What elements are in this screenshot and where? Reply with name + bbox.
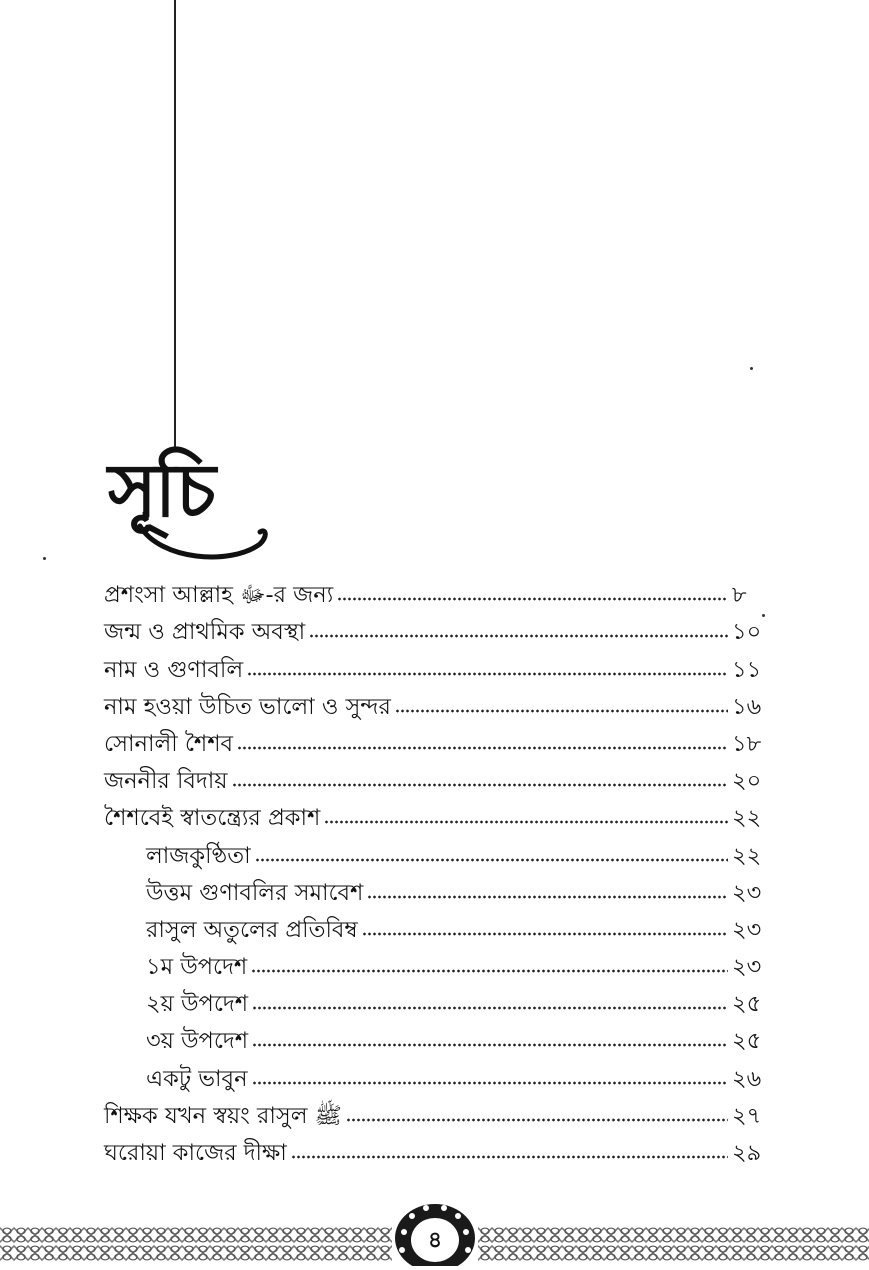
toc-entry-title: প্রশংসা আল্লাহ ﷻ-র জন্য <box>104 582 334 609</box>
toc-entry[interactable] <box>104 758 768 795</box>
toc-entry[interactable] <box>104 1093 768 1130</box>
toc-entry-page: ২৯ <box>732 1140 762 1166</box>
toc-entry-title: ২য় উপদেশ <box>146 991 249 1018</box>
toc-entry-title: জন্ম ও প্রাথমিক অবস্থা <box>104 619 306 646</box>
dot-leader <box>291 1154 728 1160</box>
toc-entry-page: ২০ <box>732 768 762 795</box>
table-of-contents <box>104 572 768 1167</box>
toc-entry[interactable] <box>104 1130 768 1167</box>
dot-leader <box>251 968 728 974</box>
page-number-medallion <box>392 1202 478 1266</box>
toc-entry-title: নাম ও গুণাবলি <box>104 656 244 683</box>
vertical-rule <box>174 0 176 452</box>
toc-entry[interactable] <box>104 572 768 609</box>
toc-entry-page: ৮ <box>732 582 747 609</box>
toc-entry-page: ২২ <box>732 842 762 869</box>
dot-leader <box>324 819 728 825</box>
page-footer <box>0 1198 869 1266</box>
toc-entry[interactable] <box>104 832 768 869</box>
toc-entry-page: ১৬ <box>732 693 762 720</box>
dot-leader <box>309 633 728 639</box>
ink-speck <box>750 367 753 370</box>
toc-entry[interactable] <box>104 1018 768 1055</box>
dot-leader <box>362 931 728 937</box>
toc-entry-title: নাম হওয়া উচিত ভালো ও সুন্দর <box>104 693 391 720</box>
toc-entry-page: ২২ <box>732 805 762 832</box>
dot-leader <box>247 671 728 677</box>
dot-leader <box>255 857 728 863</box>
page-number: ৪ <box>427 1227 443 1253</box>
dot-leader <box>237 745 728 751</box>
dot-leader <box>252 1080 728 1086</box>
dot-leader <box>232 782 728 788</box>
toc-entry-page: ২৬ <box>732 1065 762 1092</box>
toc-entry[interactable] <box>104 981 768 1018</box>
toc-entry[interactable] <box>104 907 768 944</box>
toc-entry-title: জননীর বিদায় <box>104 768 228 795</box>
toc-entry[interactable] <box>104 646 768 683</box>
dot-leader <box>252 1042 728 1048</box>
toc-entry-page: ২৫ <box>732 1028 762 1055</box>
toc-entry-title: উত্তম গুণাবলির সমাবেশ <box>146 879 364 906</box>
dot-leader <box>252 1005 728 1011</box>
dot-leader <box>367 894 728 900</box>
toc-entry-title: শিক্ষক যখন স্বয়ং রাসুল ﷺ <box>104 1102 342 1129</box>
toc-entry-title: রাসুল অতুলের প্রতিবিম্ব <box>146 916 358 943</box>
toc-entry[interactable] <box>104 684 768 721</box>
dot-leader <box>395 708 728 714</box>
toc-entry[interactable] <box>104 944 768 981</box>
toc-entry[interactable] <box>104 1055 768 1092</box>
toc-entry-page: ২৩ <box>732 879 762 906</box>
dot-leader <box>337 596 728 602</box>
toc-entry-page: ২৫ <box>732 991 762 1018</box>
toc-entry-title: সোনালী শৈশব <box>104 730 234 757</box>
contents-heading <box>100 448 270 568</box>
toc-entry-page: ১১ <box>732 656 762 683</box>
toc-entry-title: ঘরোয়া কাজের দীক্ষা <box>104 1140 287 1166</box>
toc-entry[interactable] <box>104 721 768 758</box>
toc-entry-title: ৩য় উপদেশ <box>146 1028 249 1055</box>
heading-swash <box>100 448 270 568</box>
toc-entry-title: একটু ভাবুন <box>146 1065 248 1092</box>
ornament-band-right <box>478 1226 869 1262</box>
toc-entry-page: ২৩ <box>732 916 762 943</box>
toc-entry-page: ২৩ <box>732 954 762 981</box>
toc-entry-title: শৈশবেই স্বাতন্ত্র্যের প্রকাশ <box>104 805 321 832</box>
ink-speck <box>43 557 46 560</box>
toc-entry-page: ১০ <box>732 619 762 646</box>
toc-entry-page: ১৮ <box>732 730 762 757</box>
toc-entry-title: ১ম উপদেশ <box>146 954 248 981</box>
contents-heading-text: সূচি <box>108 448 214 534</box>
toc-entry[interactable] <box>104 609 768 646</box>
toc-entry[interactable] <box>104 795 768 832</box>
toc-entry[interactable] <box>104 870 768 907</box>
ornament-band-left <box>0 1226 392 1262</box>
toc-entry-page: ২৭ <box>732 1102 762 1129</box>
dot-leader <box>346 1117 728 1123</box>
toc-entry-title: লাজকুণ্ঠিতা <box>146 842 251 869</box>
